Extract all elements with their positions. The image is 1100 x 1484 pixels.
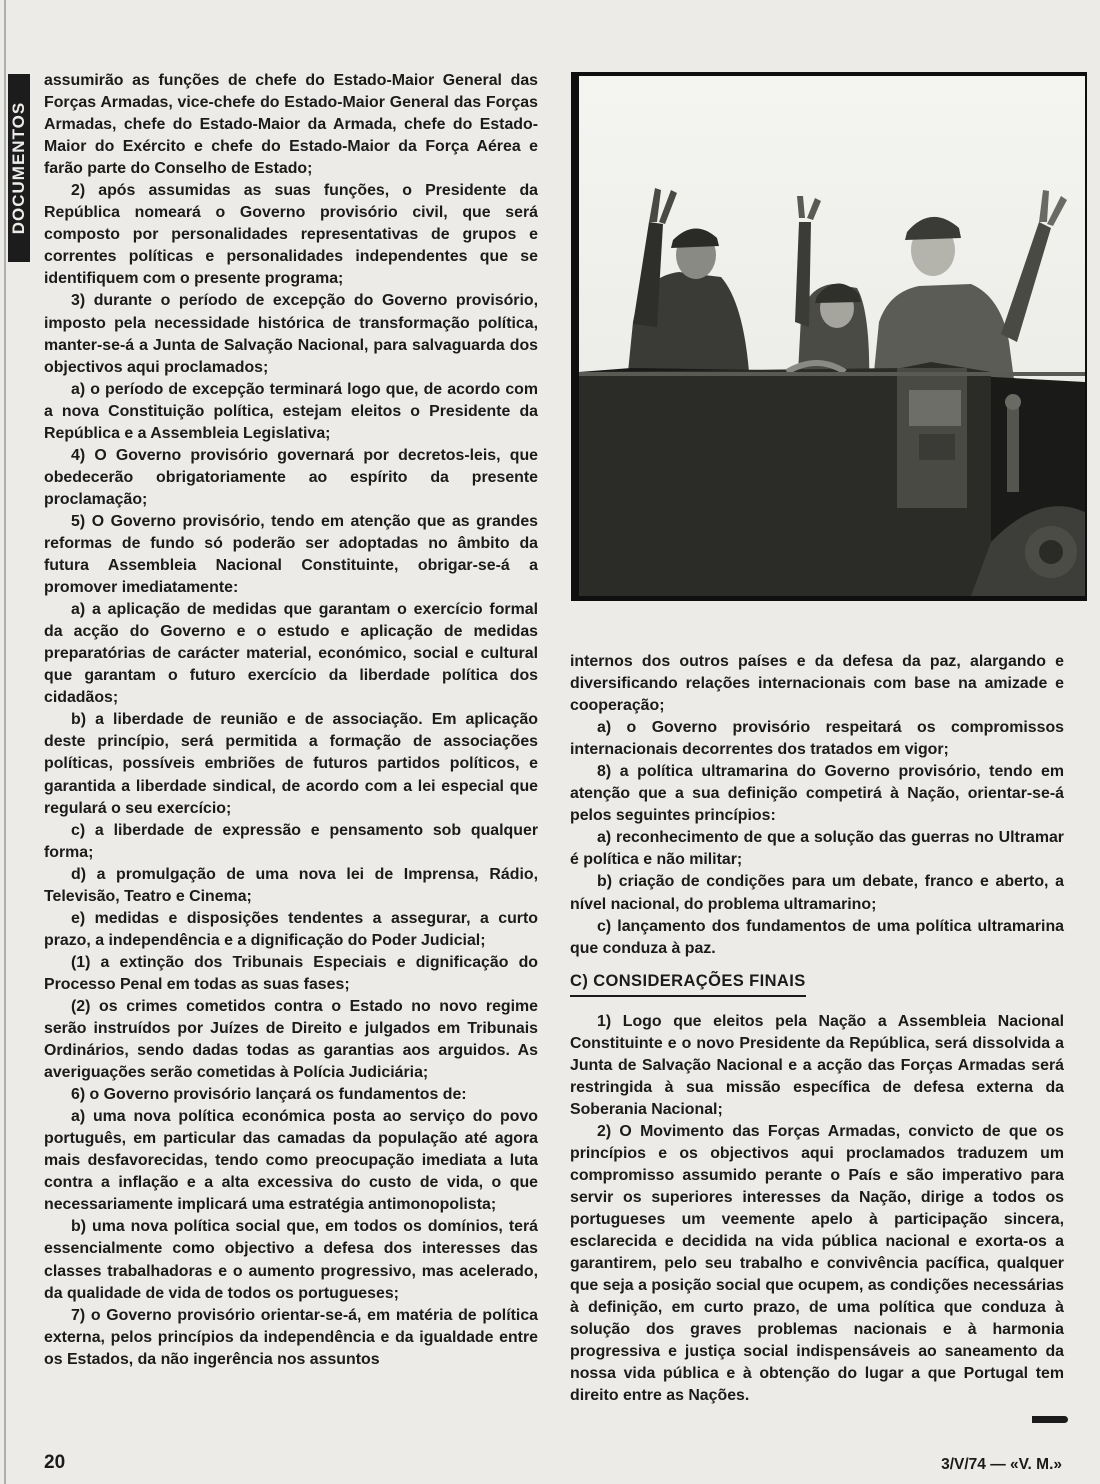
paragraph: 4) O Governo provisório governará por decretos-leis, que obedecerão obrigatoriamente ao espírito da presente proclamação; <box>44 446 538 508</box>
section-label: DOCUMENTOS <box>9 101 28 235</box>
paragraph: (2) os crimes cometidos contra o Estado no novo regime serão instruídos por Juízes de Direito e julgados em Tribunais Ordinários, sendo dadas todas as garantias aos arguidos. As averiguações serão cometidas à Polícia Judiciária; <box>44 997 538 1082</box>
paragraph: internos dos outros países e da defesa da paz, alargando e diversificando relações internacionais com base na amizade e cooperação; <box>570 653 1064 715</box>
issue-reference: 3/V/74 — «V. M.» <box>941 1456 1062 1473</box>
paragraph: 6) o Governo provisório lançará os fundamentos de: <box>71 1086 467 1104</box>
paragraph: a) o período de excepção terminará logo que, de acordo com a nova Constituição política, estejam eleitos o Presidente da República e a Assembleia Legislativa; <box>44 380 538 442</box>
paragraph: d) a promulgação de uma nova lei de Imprensa, Rádio, Televisão, Teatro e Cinema; <box>44 865 538 905</box>
paragraph: c) lançamento dos fundamentos de uma política ultramarina que conduza à paz. <box>570 917 1064 957</box>
paragraph: a) reconhecimento de que a solução das guerras no Ultramar é política e não militar; <box>570 829 1064 869</box>
paragraph: 2) O Movimento das Forças Armadas, convicto de que os princípios e os objectivos aqui proclamados traduzem um compromisso assumido perante o País e são imperativo para servir os superiores interesses da Nação, dirige a todos os portugueses um veemente apelo à participação sincera, esclarecida e decidida na vida pública nacional e exorta-os a garantirem, pelo seu trabalho e convivência pacífica, qualquer que seja a posição social que ocupem, as condições necessárias à definição, em curto prazo, de uma política que conduza à solução dos graves problemas nacionais e à harmonia progressiva e justiça social indispensáveis ao saneamento da nossa vida pública e à obtenção do lugar a que Portugal tem direito entre as Nações. <box>570 1122 1064 1405</box>
paragraph: 5) O Governo provisório, tendo em atenção que as grandes reformas de fundo só poderão ser adoptadas no âmbito da futura Assembleia Nacional Constituinte, obrigar-se-á a promover imediatamente: <box>44 512 538 597</box>
left-text-column <box>44 70 538 1371</box>
paragraph: a) o Governo provisório respeitará os compromissos internacionais decorrentes dos tratados em vigor; <box>570 719 1064 759</box>
paragraph: b) criação de condições para um debate, franco e aberto, a nível nacional, do problema ultramarino; <box>570 873 1064 913</box>
paragraph: b) uma nova política social que, em todos os domínios, terá essencialmente como objectivo a defesa dos interesses das classes trabalhadoras e o aumento progressivo, mas acelerado, da qualidade de vida de todos os portugueses; <box>44 1218 538 1302</box>
section-subheading: C) CONSIDERAÇÕES FINAIS <box>570 970 806 997</box>
paragraph: a) uma nova política económica posta ao serviço do povo português, em particular das camadas da população até agora mais desfavorecidas, tendo como preocupação imediata a luta contra a inflação e a alta excessiva do custo de vida, o que necessariamente implicará uma estratégia antimonopolista; <box>44 1108 538 1214</box>
page-edge-rule <box>4 0 6 1484</box>
paragraph: 1) Logo que eleitos pela Nação a Assembleia Nacional Constituinte e o novo Presidente da República, será dissolvida a Junta de Salvação Nacional e a acção das Forças Armadas será restringida à sua missão específica de defesa externa da Soberania Nacional; <box>570 1012 1064 1118</box>
paragraph: (1) a extinção dos Tribunais Especiais e dignificação do Processo Penal em todas as suas fases; <box>44 953 538 993</box>
paragraph: a) a aplicação de medidas que garantam o exercício formal da acção do Governo e o estudo e aplicação de medidas preparatórias de carácter material, económico, social e cultural que garantam o futuro exercício da liberdade política dos cidadãos; <box>44 601 538 707</box>
paragraph: 2) após assumidas as suas funções, o Presidente da República nomeará o Governo provisório civil, que será composto por personalidades representativas de grupos e correntes políticas e personalidades independentes que se identifiquem com o presente programa; <box>44 182 538 288</box>
paragraph: e) medidas e disposições tendentes a assegurar, a curto prazo, a independência e a dignificação do Poder Judicial; <box>44 909 538 949</box>
end-of-article-mark <box>1032 1416 1068 1423</box>
soldiers-photo <box>571 72 1087 601</box>
paragraph: b) a liberdade de reunião e de associação. Em aplicação deste princípio, será permitida a formação de associações políticas, possíveis embriões de futuros partidos políticos, e garantida a liberdade sindical, de acordo com a lei especial que regulará o seu exercício; <box>44 711 538 817</box>
paragraph: 3) durante o período de excepção do Governo provisório, imposto pela necessidade histórica de transformação política, manter-se-á a Junta de Salvação Nacional, para salvaguarda dos objectivos aqui proclamados; <box>44 292 538 376</box>
section-tab <box>8 74 30 262</box>
paragraph: assumirão as funções de chefe do Estado-Maior General das Forças Armadas, vice-chefe do Estado-Maior General das Forças Armadas, chefe do Estado-Maior da Armada, chefe do Estado-Maior do Exército e chefe do Estado-Maior da Força Aérea e farão parte do Conselho de Estado; <box>44 72 538 178</box>
paragraph: 8) a política ultramarina do Governo provisório, tendo em atenção que a sua definição competirá à Nação, orientar-se-á pelos seguintes princípios: <box>570 763 1064 825</box>
paragraph: c) a liberdade de expressão e pensamento sob qualquer forma; <box>44 821 538 861</box>
paragraph: 7) o Governo provisório orientar-se-á, em matéria de política externa, pelos princípios da independência e da igualdade entre os Estados, da não ingerência nos assuntos <box>44 1306 538 1368</box>
page-number: 20 <box>44 1452 66 1473</box>
right-text-column <box>570 651 1064 1408</box>
photo-illustration <box>571 72 1087 601</box>
